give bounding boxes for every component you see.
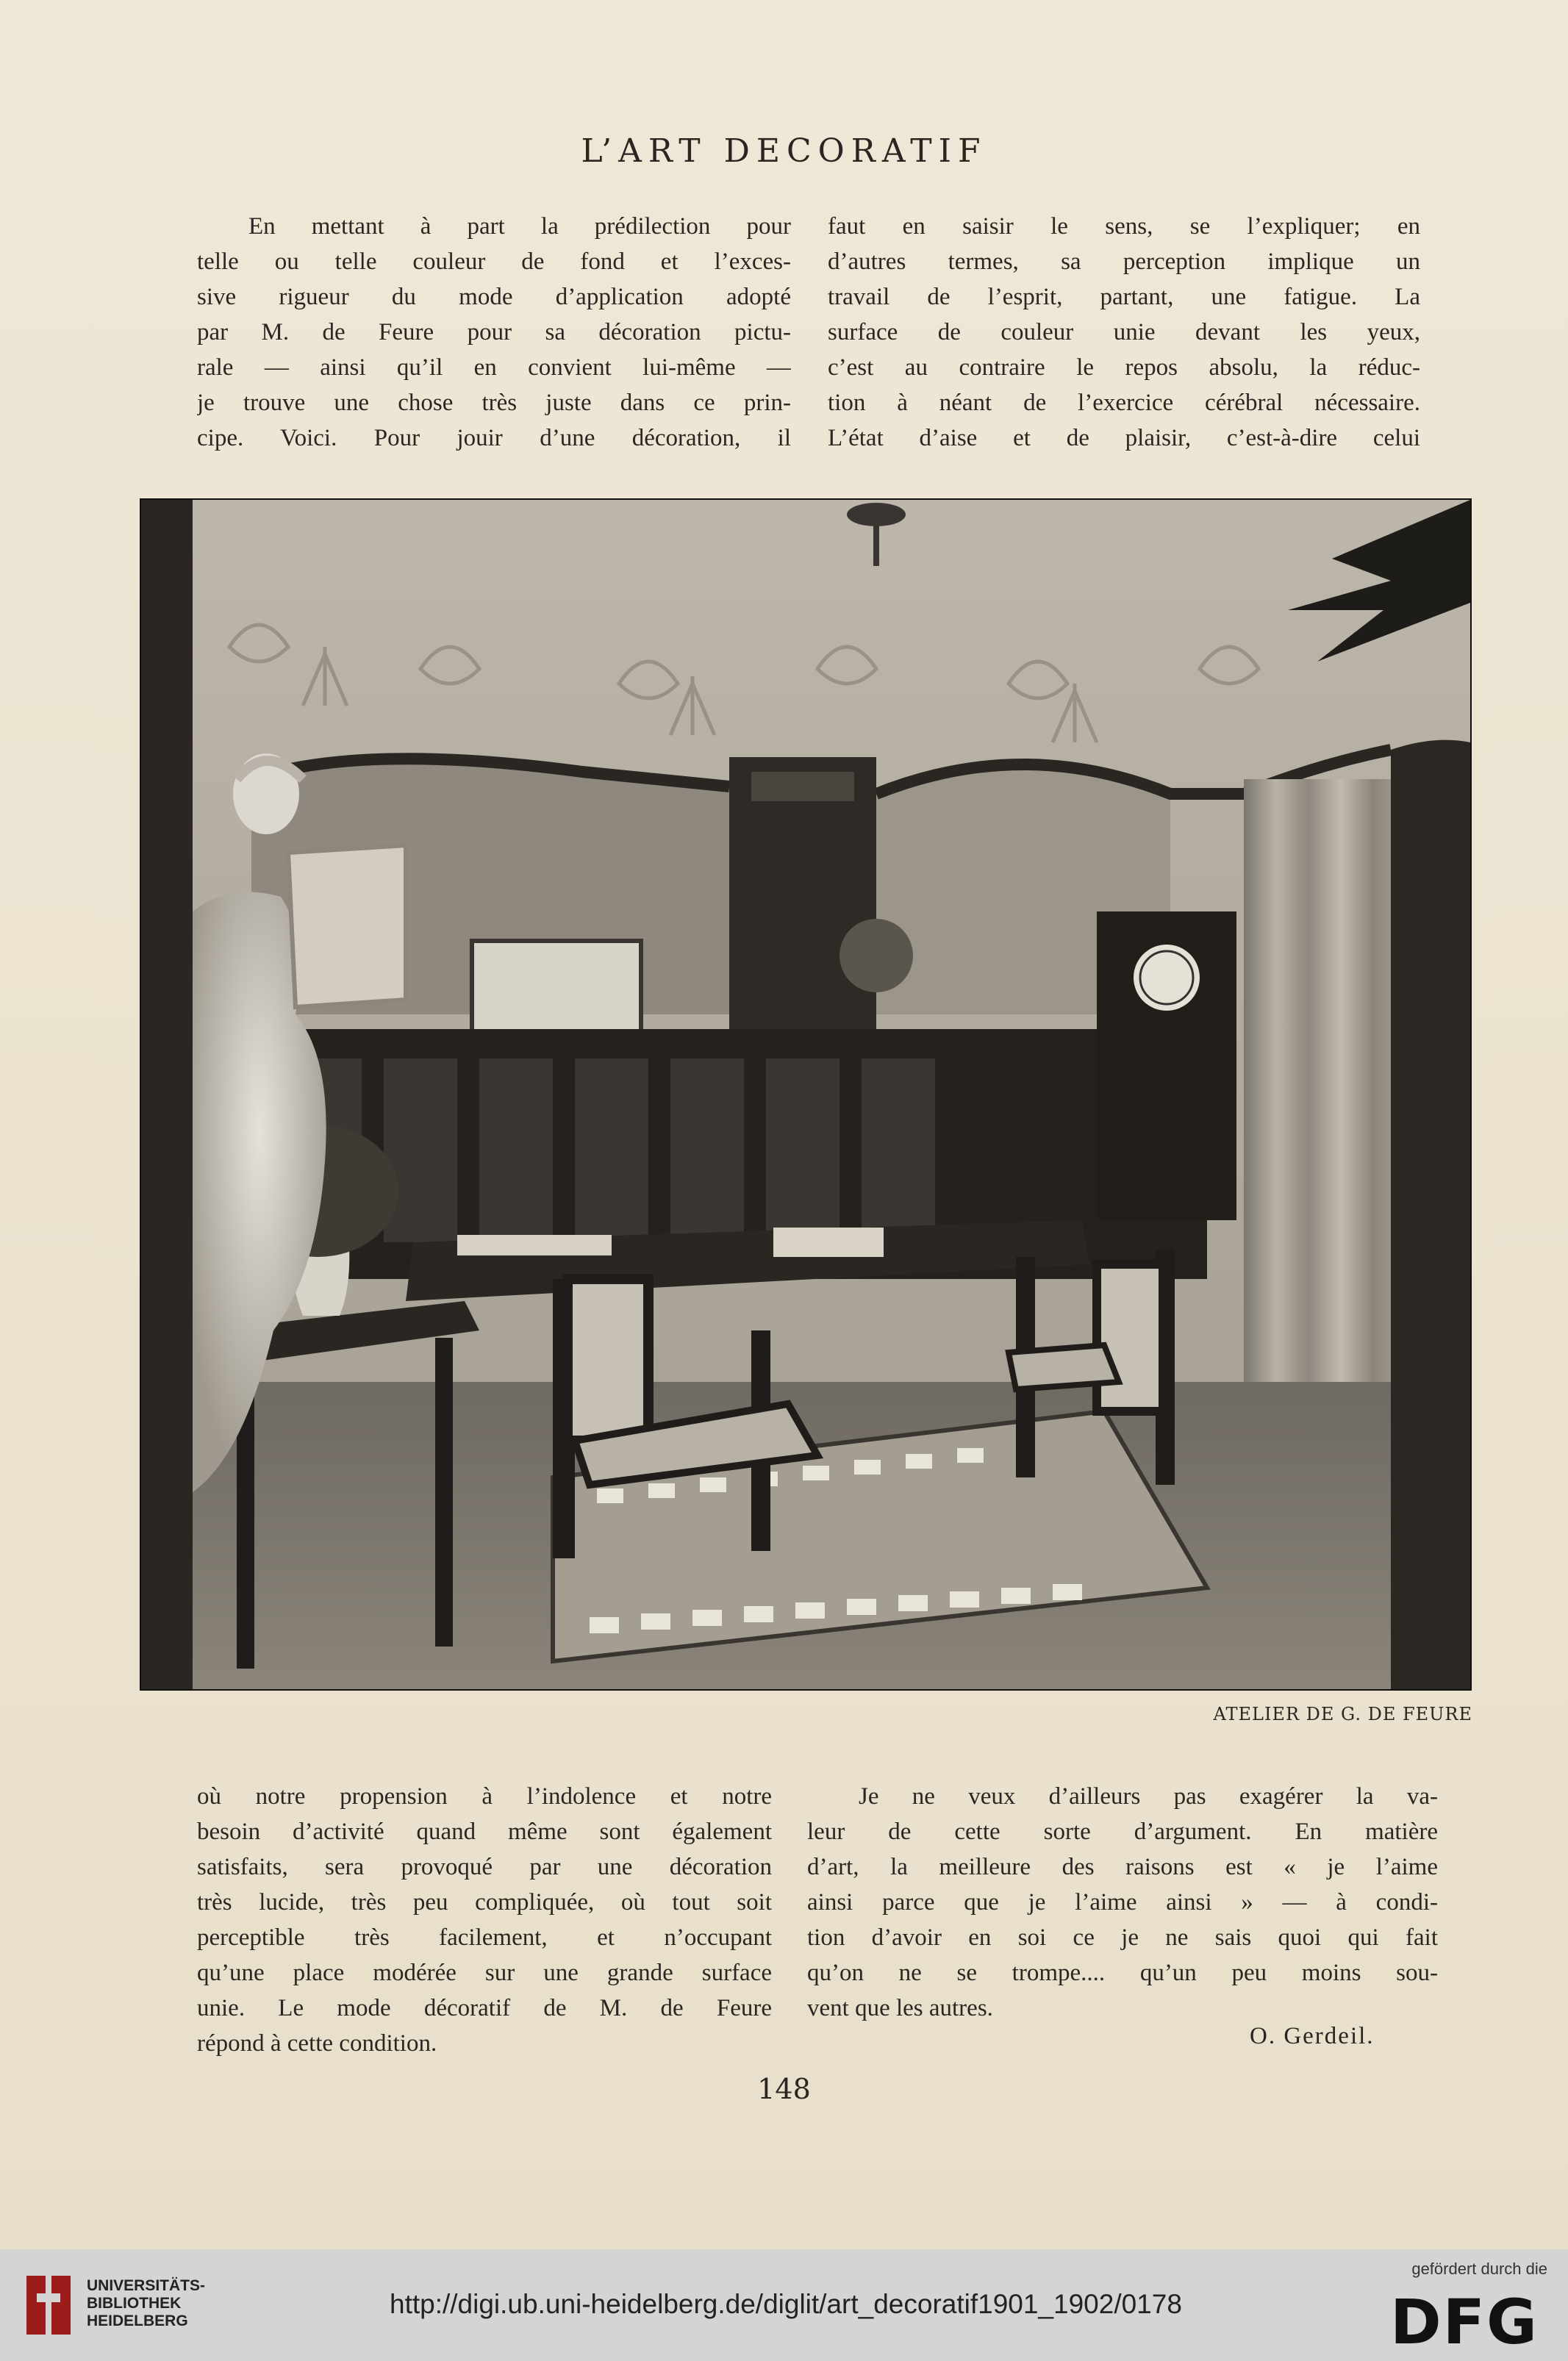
text-line: qu’on ne se trompe.... qu’un peu moins sou- [807, 1960, 1438, 1986]
text-line: très lucide, très peu compliquée, où tout soit [197, 1889, 772, 1916]
text-line: d’autres termes, sa perception implique un [828, 248, 1420, 275]
page-number: 148 [757, 2073, 811, 2105]
text-column-bottom-right [807, 1779, 1438, 2026]
text-line: perceptible très facilement, et n’occupant [197, 1924, 772, 1951]
university-library-logo-icon [22, 2271, 75, 2339]
text-line: cipe. Voici. Pour jouir d’une décoration, il [197, 425, 791, 451]
text-column-bottom-left [197, 1779, 772, 2061]
library-name: UNIVERSITÄTS- BIBLIOTHEK HEIDELBERG [87, 2277, 206, 2329]
text-line: faut en saisir le sens, se l’expliquer; en [828, 213, 1420, 240]
text-line: leur de cette sorte d’argument. En matière [807, 1819, 1438, 1845]
text-line: je trouve une chose très juste dans ce prin- [197, 390, 791, 416]
running-title: L’ART DECORATIF [581, 132, 987, 170]
text-line: En mettant à part la prédilection pour [248, 213, 791, 240]
text-line: surface de couleur unie devant les yeux, [828, 319, 1420, 345]
text-line: besoin d’activité quand même sont également [197, 1819, 772, 1845]
text-line: travail de l’esprit, partant, une fatigue. La [828, 284, 1420, 310]
text-line: répond à cette condition. [197, 2030, 437, 2057]
text-line: telle ou telle couleur de fond et l’exces- [197, 248, 791, 275]
funded-by-label: gefördert durch die [1411, 2260, 1547, 2278]
atelier-photograph [140, 498, 1472, 1691]
text-line: tion à néant de l’exercice cérébral nécessaire. [828, 390, 1420, 416]
text-line: tion d’avoir en soi ce je ne sais quoi qui fait [807, 1924, 1438, 1951]
text-column-top-right [828, 209, 1420, 456]
text-line: rale — ainsi qu’il en convient lui-même — [197, 354, 791, 381]
text-column-top-left [197, 209, 791, 456]
text-line: ainsi parce que je l’aime ainsi » — à condi- [807, 1889, 1438, 1916]
text-line: c’est au contraire le repos absolu, la réduc- [828, 354, 1420, 381]
text-line: L’état d’aise et de plaisir, c’est-à-dire celui [828, 425, 1420, 451]
text-line: vent que les autres. [807, 1995, 993, 2021]
author-signature: O. Gerdeil. [1250, 2023, 1375, 2049]
text-line: unie. Le mode décoratif de M. de Feure [197, 1995, 772, 2021]
text-line: où notre propension à l’indolence et notre [197, 1783, 772, 1810]
text-line: qu’une place modérée sur une grande surface [197, 1960, 772, 1986]
text-line: satisfaits, sera provoqué par une décoration [197, 1854, 772, 1880]
permalink-url[interactable]: http://digi.ub.uni-heidelberg.de/diglit/art_decoratif1901_1902/0178 [390, 2289, 1182, 2319]
photo-caption: ATELIER DE G. DE FEURE [1213, 1704, 1472, 1724]
text-line: par M. de Feure pour sa décoration pictu- [197, 319, 791, 345]
text-line: d’art, la meilleure des raisons est « je l’aime [807, 1854, 1438, 1880]
text-line: Je ne veux d’ailleurs pas exagérer la va- [859, 1783, 1438, 1810]
text-line: sive rigueur du mode d’application adopté [197, 284, 791, 310]
dfg-logo: DFG [1389, 2286, 1539, 2358]
digitization-footer [0, 2249, 1568, 2361]
